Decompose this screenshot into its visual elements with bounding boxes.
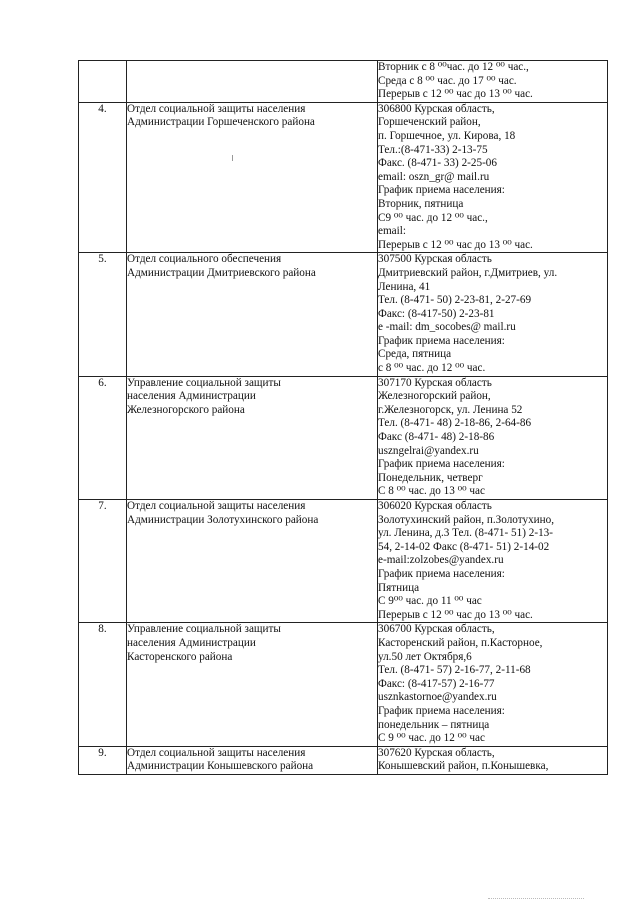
contact-line: 306020 Курская область bbox=[378, 500, 492, 512]
agency-name-line: Отдел социальной защиты населения bbox=[127, 102, 306, 115]
contact-line: Ленина, 41 bbox=[378, 280, 431, 293]
table-row bbox=[79, 61, 608, 103]
agency-name-cell bbox=[127, 253, 378, 376]
agency-name-line: Железногорского района bbox=[127, 403, 245, 416]
row-number: 6. bbox=[79, 376, 127, 499]
contact-line: Касторенский район, п.Касторное, bbox=[378, 636, 543, 649]
row-number: 9. bbox=[79, 746, 127, 774]
row-number: 5. bbox=[79, 253, 127, 376]
contact-line: Тел. (8-471- 50) 2-23-81, 2-27-69 bbox=[378, 294, 532, 307]
stray-mark bbox=[232, 155, 233, 161]
contact-line: Среда с 8 ⁰⁰ час. до 17 ⁰⁰ час. bbox=[378, 74, 517, 87]
contact-line: Среда, пятница bbox=[378, 348, 452, 361]
contact-line: Вторник, пятница bbox=[378, 197, 464, 210]
contact-line: ул. Ленина, д.3 Тел. (8-471- 51) 2-13- bbox=[378, 527, 553, 540]
contact-info-cell bbox=[378, 376, 608, 499]
contact-line: ул.50 лет Октября,6 bbox=[378, 650, 472, 663]
contact-line: с 8 ⁰⁰ час. до 12 ⁰⁰ час. bbox=[378, 362, 486, 375]
scan-artifact bbox=[488, 898, 584, 899]
table-row bbox=[79, 102, 608, 253]
contact-line: Конышевский район, п.Конышевка, bbox=[378, 760, 549, 773]
contact-line: Вторник с 8 ⁰⁰час. до 12 ⁰⁰ час., bbox=[378, 61, 529, 73]
contact-line: e-mail:zolzobes@yandex.ru bbox=[378, 554, 504, 567]
contact-info-cell bbox=[378, 500, 608, 623]
contact-line: Дмитриевский район, г.Дмитриев, ул. bbox=[378, 266, 558, 279]
table-row bbox=[79, 500, 608, 623]
contact-line: Факс: (8-417-57) 2-16-77 bbox=[378, 677, 495, 690]
contact-line: 307620 Курская область, bbox=[378, 746, 495, 759]
agency-name-line: Отдел социальной защиты населения bbox=[127, 500, 306, 512]
contact-line: График приема населения: bbox=[378, 704, 505, 717]
row-number: 4. bbox=[79, 102, 127, 253]
contact-info-cell bbox=[378, 623, 608, 746]
contact-line: Факс (8-471- 48) 2-18-86 bbox=[378, 431, 495, 444]
contact-line: График приема населения: bbox=[378, 458, 505, 471]
contact-info-cell bbox=[378, 253, 608, 376]
contact-line: Перерыв с 12 ⁰⁰ час до 13 ⁰⁰ час. bbox=[378, 238, 533, 251]
contact-line: График приема населения: bbox=[378, 184, 505, 197]
agency-name-cell bbox=[127, 623, 378, 746]
contact-line: Перерыв с 12 ⁰⁰ час до 13 ⁰⁰ час. bbox=[378, 88, 533, 101]
agency-name-cell bbox=[127, 500, 378, 623]
contact-line: 307500 Курская область bbox=[378, 253, 492, 266]
contact-line: Золотухинский район, п.Золотухино, bbox=[378, 513, 555, 526]
agency-name-line: Отдел социального обеспечения bbox=[127, 253, 282, 266]
agency-name-line: Администрации Конышевского района bbox=[127, 760, 314, 773]
contact-line: Тел.:(8-471-33) 2-13-75 bbox=[378, 143, 488, 156]
contact-line: понедельник – пятница bbox=[378, 718, 490, 731]
agency-name-line: Управление социальной защиты bbox=[127, 623, 281, 636]
contact-line: График приема населения: bbox=[378, 567, 505, 580]
contact-line: г.Железногорск, ул. Ленина 52 bbox=[378, 403, 523, 416]
row-number bbox=[79, 61, 127, 103]
contact-line: С9 ⁰⁰ час. до 12 ⁰⁰ час., bbox=[378, 211, 488, 224]
agency-name-line: населения Администрации bbox=[127, 390, 256, 403]
agency-name-cell bbox=[127, 746, 378, 774]
contact-line: С 8 ⁰⁰ час. до 13 ⁰⁰ час bbox=[378, 485, 485, 498]
contact-line: usznkastornoe@yandex.ru bbox=[378, 691, 497, 704]
agency-name-line: населения Администрации bbox=[127, 636, 256, 649]
agency-name-line: Администрации Горшеченского района bbox=[127, 116, 315, 129]
agency-name-cell bbox=[127, 61, 378, 103]
contact-info-cell bbox=[378, 102, 608, 253]
contact-line: Перерыв с 12 ⁰⁰ час до 13 ⁰⁰ час. bbox=[378, 608, 533, 621]
agency-name-line: Администрации Дмитриевского района bbox=[127, 266, 316, 279]
contact-line: 306700 Курская область, bbox=[378, 623, 495, 636]
contact-info-cell bbox=[378, 61, 608, 103]
contact-line: 54, 2-14-02 Факс (8-471- 51) 2-14-02 bbox=[378, 540, 550, 553]
contact-line: Понедельник, четверг bbox=[378, 471, 483, 484]
table-row bbox=[79, 623, 608, 746]
contact-line: С 9 ⁰⁰ час. до 12 ⁰⁰ час bbox=[378, 732, 485, 745]
contact-line: п. Горшечное, ул. Кирова, 18 bbox=[378, 129, 516, 142]
contact-info-cell bbox=[378, 746, 608, 774]
contact-line: Факс: (8-417-50) 2-23-81 bbox=[378, 307, 495, 320]
contact-line: Тел. (8-471- 48) 2-18-86, 2-64-86 bbox=[378, 417, 532, 430]
agency-name-line: Касторенского района bbox=[127, 650, 233, 663]
contact-line: email: bbox=[378, 225, 406, 238]
row-number: 8. bbox=[79, 623, 127, 746]
contact-line: Факс. (8-471- 33) 2-25-06 bbox=[378, 157, 497, 170]
table-row bbox=[79, 376, 608, 499]
agencies-table bbox=[78, 60, 608, 775]
table-row bbox=[79, 746, 608, 774]
contact-line: e -mail: dm_socobes@ mail.ru bbox=[378, 321, 516, 334]
contact-line: 307170 Курская область bbox=[378, 376, 492, 389]
contact-line: График приема населения: bbox=[378, 334, 505, 347]
agency-name-line: Управление социальной защиты bbox=[127, 376, 281, 389]
contact-line: С 9⁰⁰ час. до 11 ⁰⁰ час bbox=[378, 595, 482, 608]
row-number: 7. bbox=[79, 500, 127, 623]
contact-line: Пятница bbox=[378, 581, 420, 594]
table-row bbox=[79, 253, 608, 376]
contact-line: 306800 Курская область, bbox=[378, 102, 495, 115]
agency-name-line: Отдел социальной защиты населения bbox=[127, 746, 306, 759]
contact-line: Тел. (8-471- 57) 2-16-77, 2-11-68 bbox=[378, 664, 531, 677]
contact-line: uszngelrai@yandex.ru bbox=[378, 444, 479, 457]
contact-line: email: oszn_gr@ mail.ru bbox=[378, 170, 490, 183]
agency-name-cell bbox=[127, 102, 378, 253]
agencies-table-body bbox=[79, 61, 608, 775]
contact-line: Железногорский район, bbox=[378, 390, 491, 403]
agency-name-line: Администрации Золотухинского района bbox=[127, 513, 319, 526]
contact-line: Горшеченский район, bbox=[378, 116, 481, 129]
agency-name-cell bbox=[127, 376, 378, 499]
